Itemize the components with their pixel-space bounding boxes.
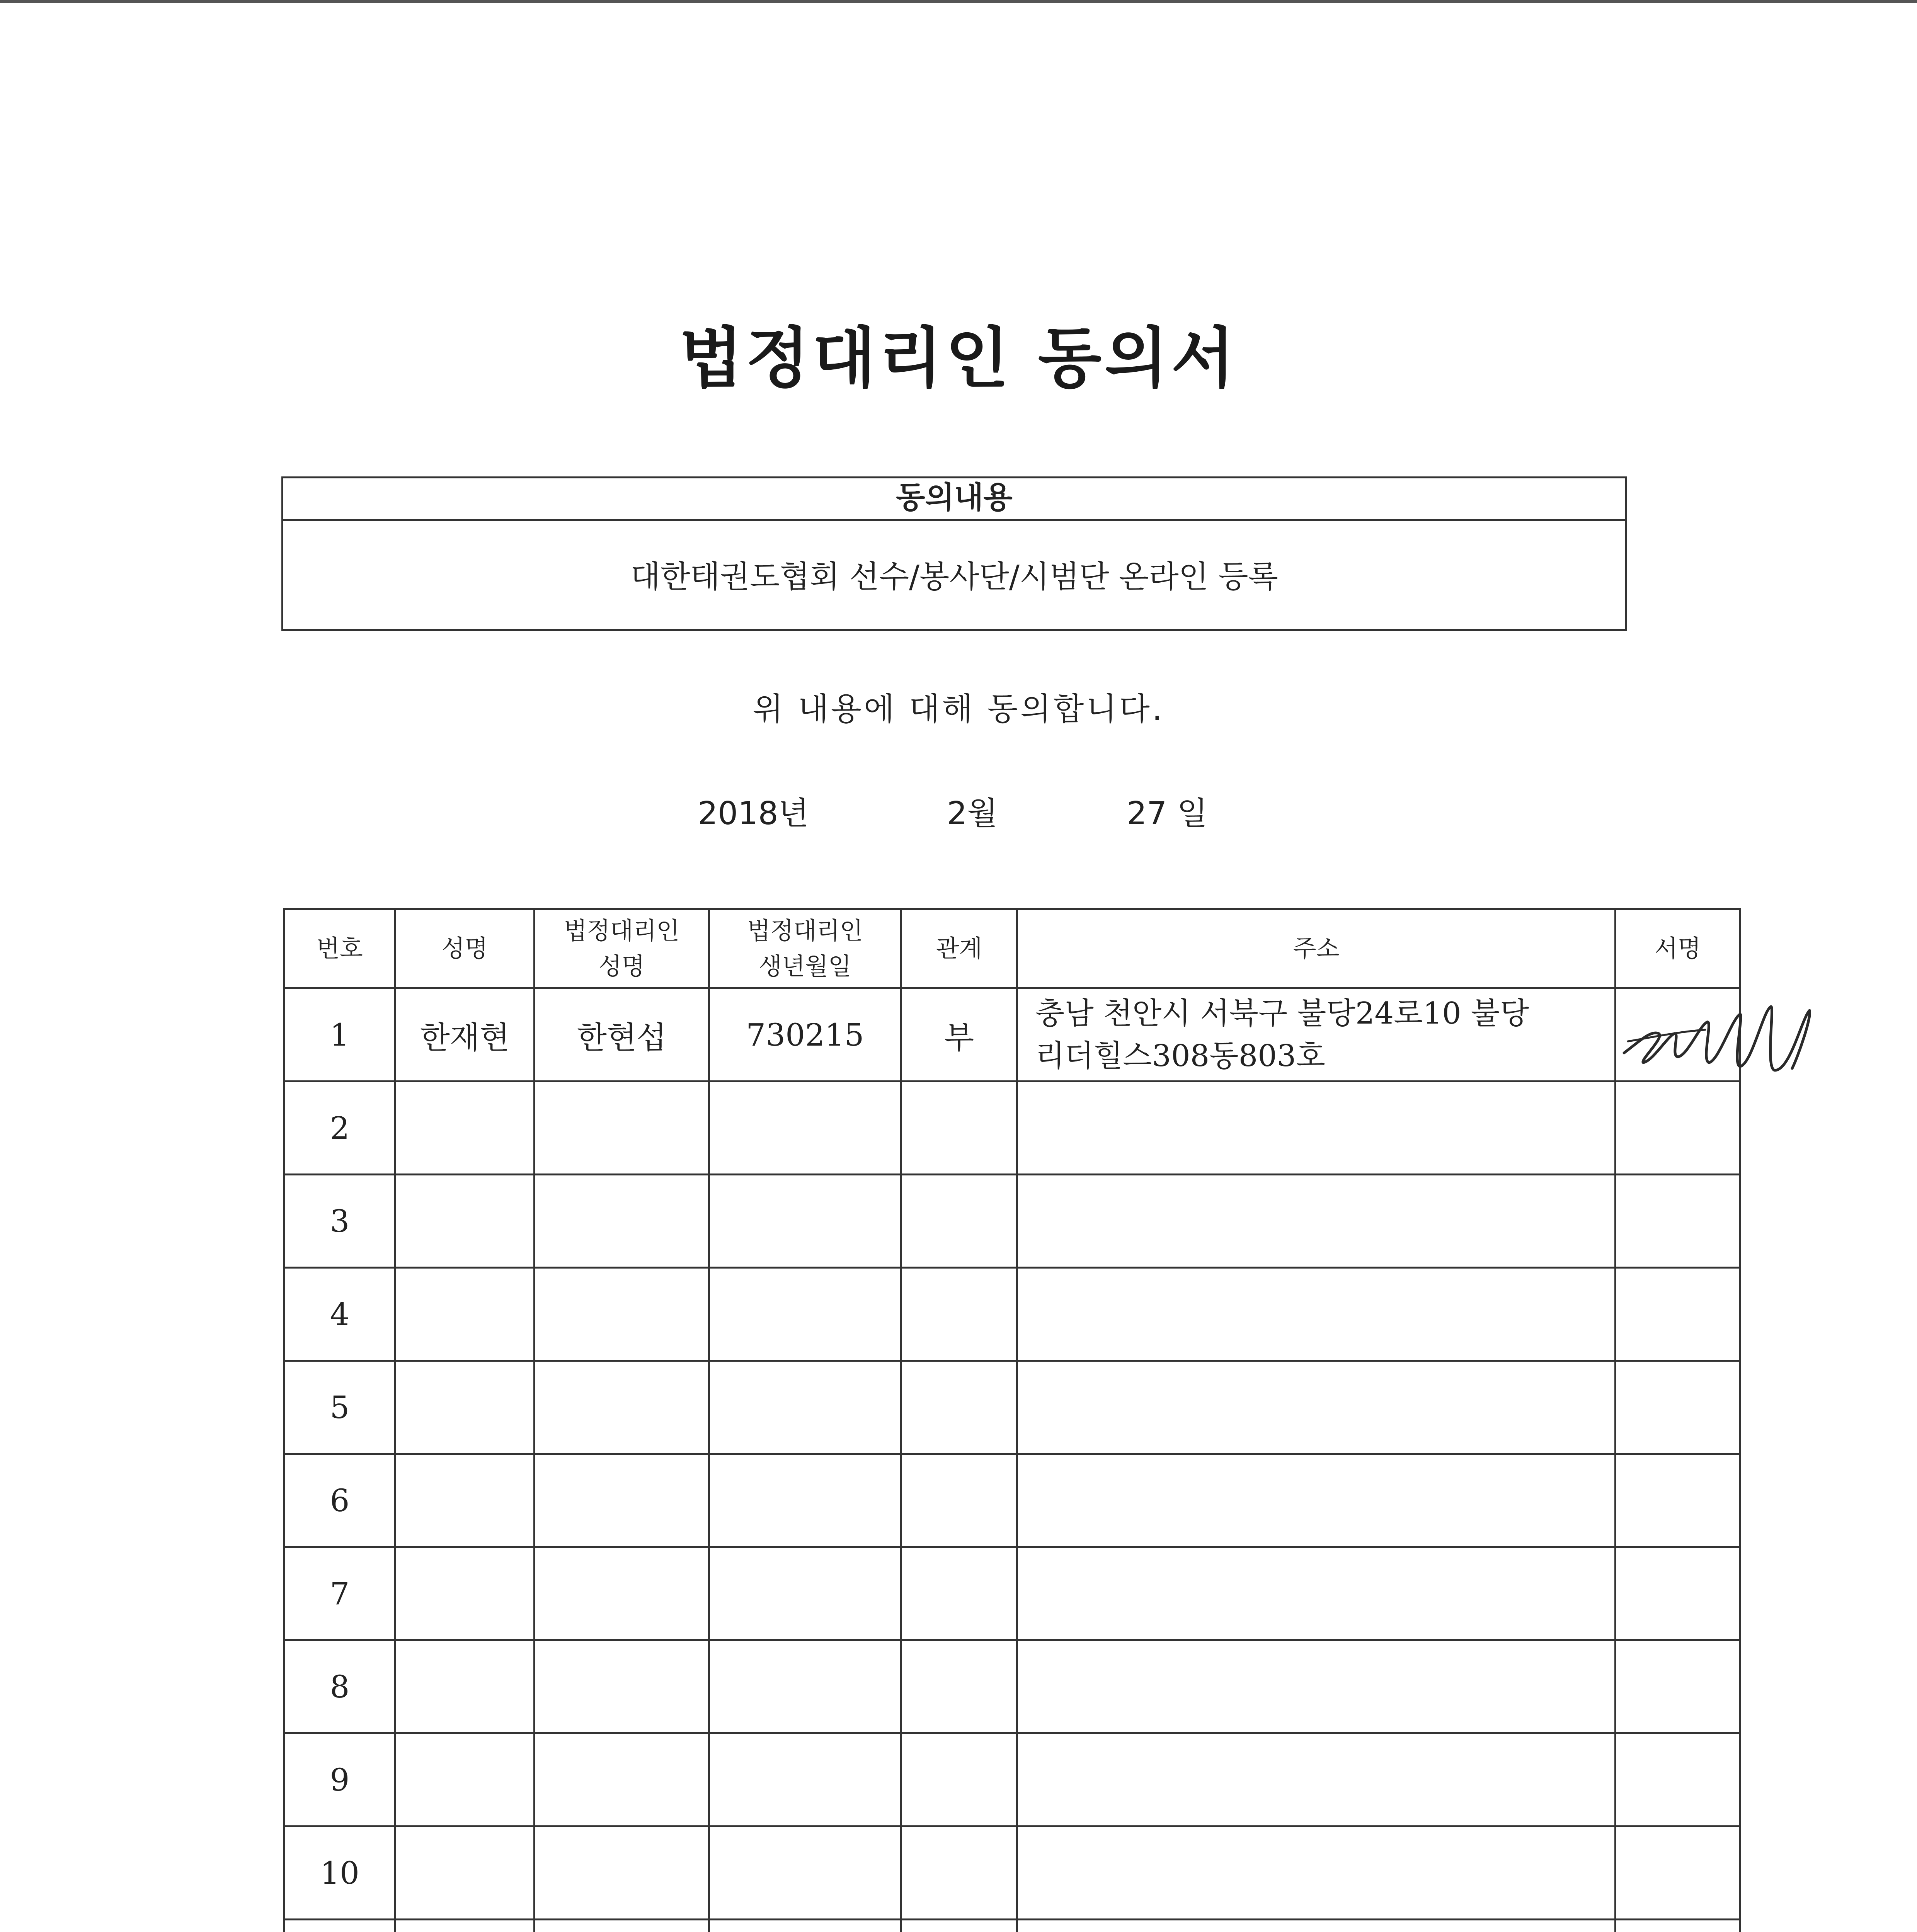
header-signature: 서명 [1616,909,1740,988]
row-address [1017,988,1616,1082]
table-row [284,1268,1740,1361]
row-address-line1: 충남 천안시 서북구 불당24로10 불당 [1035,996,1529,1031]
consent-box [281,476,1627,631]
row-name: 한재현 [395,988,535,1082]
date-month: 2월 [947,795,998,832]
row-no: 6 [284,1454,395,1547]
row-address-line2: 리더힐스308동803호 [1035,1039,1325,1073]
row-no: 9 [284,1733,395,1827]
row-no: 7 [284,1547,395,1640]
table-row [284,988,1740,1082]
table-row [284,1082,1740,1175]
table-row [284,1547,1740,1640]
document-title: 법정대리인 동의서 [679,320,1238,397]
table-row [284,1920,1740,1932]
agreement-statement: 위 내용에 대해 동의합니다. [752,691,1165,728]
handwritten-signature [1616,995,1833,1080]
header-guardian-birth-line2: 생년월일 [759,952,851,980]
scan-top-edge [0,0,1917,3]
header-guardian-name-line2: 성명 [598,952,645,980]
table-row [284,1827,1740,1920]
date-day: 27 일 [1127,795,1208,832]
row-no: 4 [284,1268,395,1361]
table-row [284,1175,1740,1268]
header-guardian-name [535,909,709,988]
table-row [284,1733,1740,1827]
header-guardian-birth-line1: 법정대리인 [747,917,863,945]
table-row [284,1454,1740,1547]
guardian-table [283,908,1741,1932]
row-relation: 부 [901,988,1017,1082]
row-guardian-birth: 730215 [709,988,901,1082]
row-no: 5 [284,1361,395,1454]
row-no: 2 [284,1082,395,1175]
table-row [284,1640,1740,1733]
row-guardian-name: 한현섭 [535,988,709,1082]
row-no: 1 [284,988,395,1082]
date-year: 2018년 [698,795,809,832]
row-no: 3 [284,1175,395,1268]
consent-text: 대한태권도협회 선수/봉사단/시범단 온라인 등록 [630,559,1278,595]
row-no [284,1920,395,1932]
header-guardian-birth [709,909,901,988]
header-name: 성명 [395,909,535,988]
table-header-row [284,909,1740,988]
row-signature [1616,988,1740,1082]
row-no: 10 [284,1827,395,1920]
header-address: 주소 [1017,909,1616,988]
consent-header: 동의내용 [283,478,1625,521]
header-no: 번호 [284,909,395,988]
header-guardian-name-line1: 법정대리인 [564,917,680,945]
table-row [284,1361,1740,1454]
header-relation: 관계 [901,909,1017,988]
row-no: 8 [284,1640,395,1733]
